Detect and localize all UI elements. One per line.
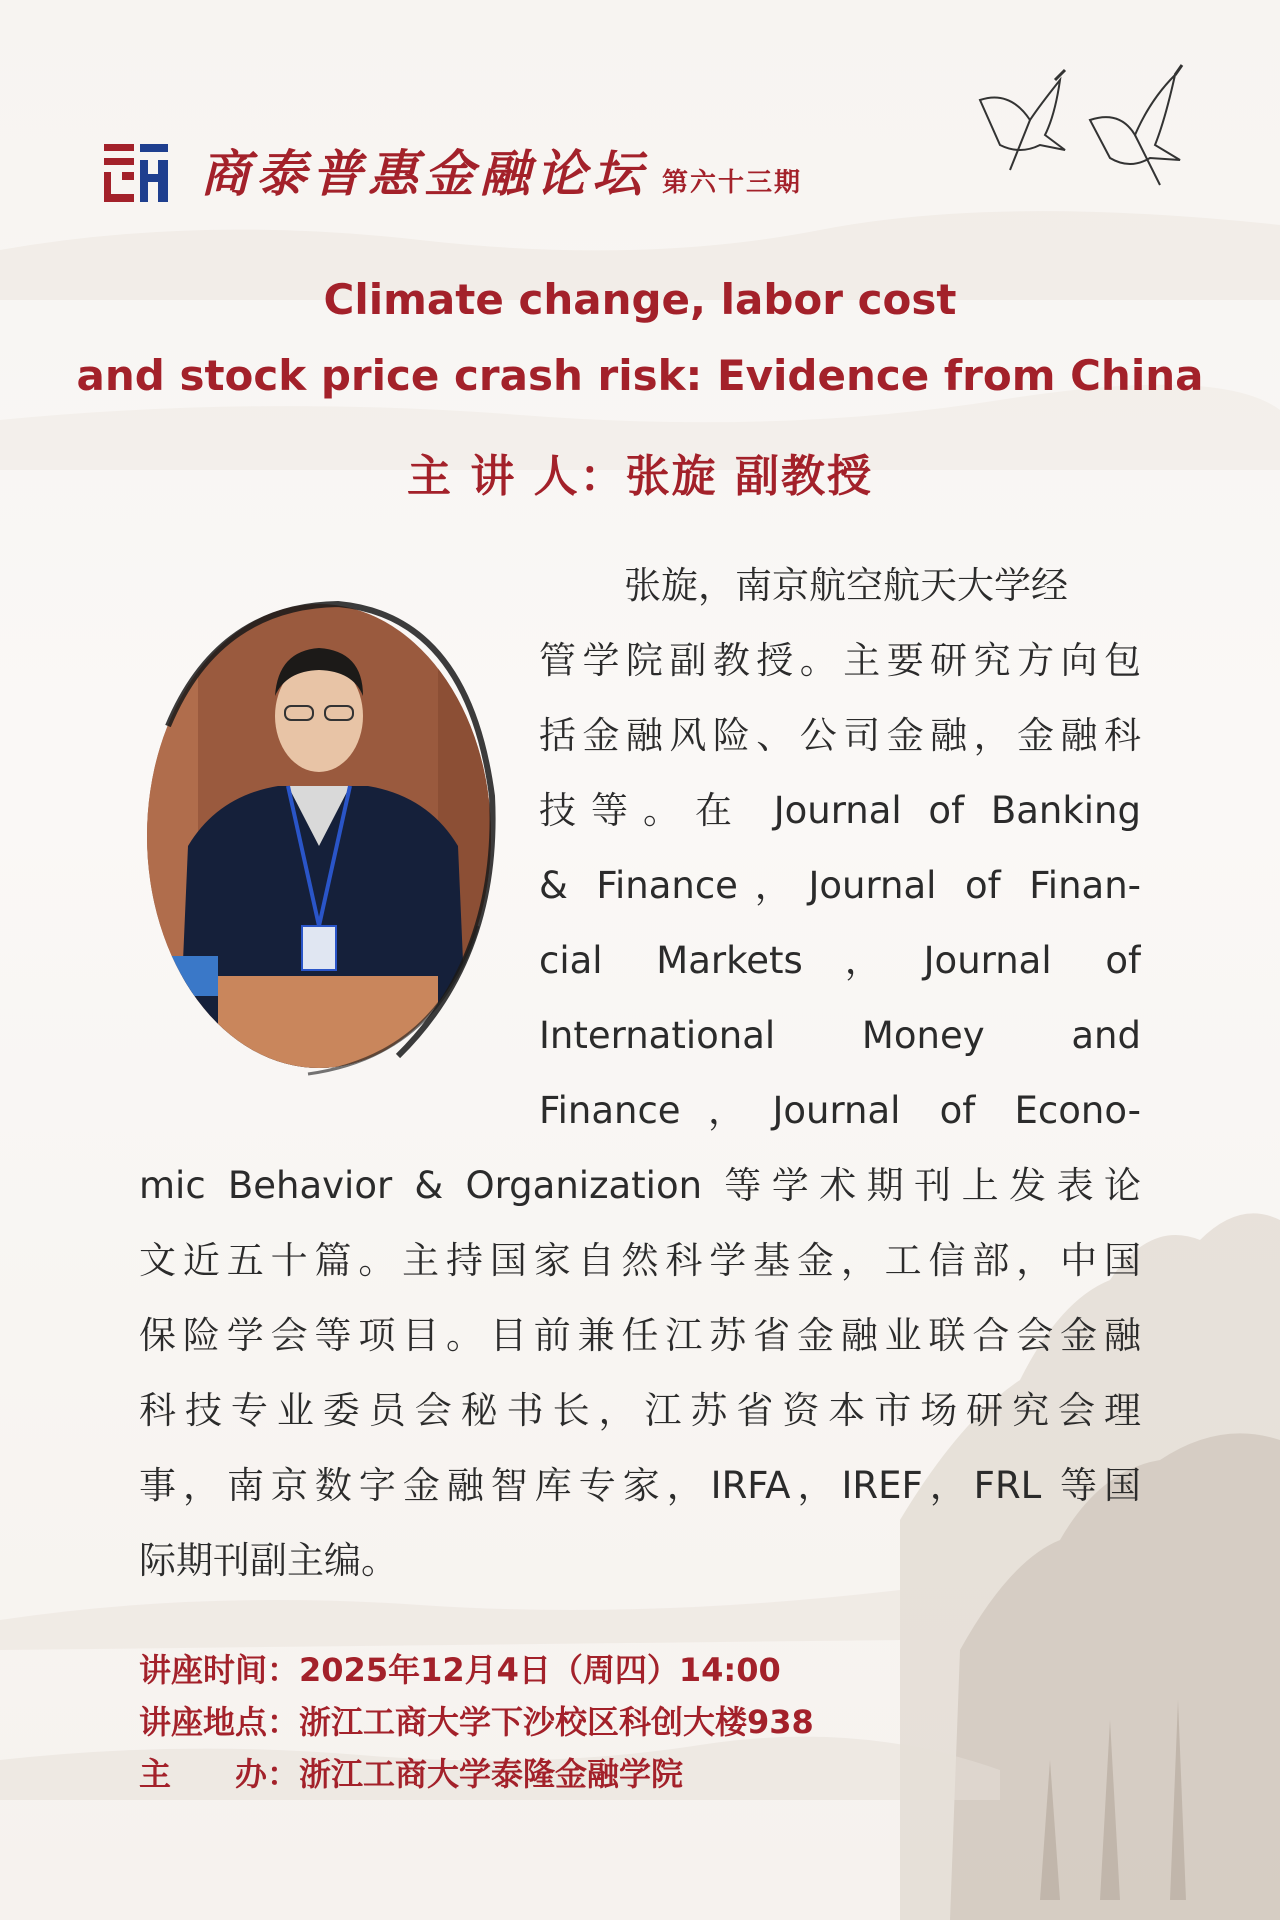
forum-name: 商泰普惠金融论坛 xyxy=(200,144,648,203)
bio-line: 技等。在 Journal of Banking xyxy=(539,789,1141,832)
bio-line: 管学院副教授。主要研究方向包 xyxy=(539,639,1141,682)
bio-line: 文近五十篇。主持国家自然科学基金，工信部，中国 xyxy=(139,1239,1141,1282)
bio-line: 张旋，南京航空航天大学经 xyxy=(624,564,1068,607)
bio-line: & Finance，Journal of Finan- xyxy=(539,864,1141,907)
talk-title-line-1: Climate change, labor cost xyxy=(323,275,957,324)
lecture-info xyxy=(139,1644,1139,1800)
forum-logo-icon xyxy=(100,138,172,210)
lecture-host-label: 主 办： xyxy=(139,1755,300,1793)
speaker-label: 主 讲 人： xyxy=(407,451,626,502)
lecture-host-row xyxy=(139,1748,1139,1800)
lecture-time-row xyxy=(139,1644,1139,1696)
lecture-host-value: 浙江工商大学泰隆金融学院 xyxy=(299,1755,684,1793)
bio-line: mic Behavior & Organization 等学术期刊上发表论 xyxy=(139,1164,1141,1207)
bio-line: 际期刊副主编。 xyxy=(139,1539,398,1582)
lecture-place-value: 浙江工商大学下沙校区科创大楼938 xyxy=(299,1703,814,1741)
lecture-time-label: 讲座时间： xyxy=(139,1651,300,1689)
talk-title-line-2: and stock price crash risk: Evidence from China xyxy=(76,351,1204,400)
bio-line: Finance，Journal of Econo- xyxy=(539,1089,1141,1132)
lecture-place-label: 讲座地点： xyxy=(139,1703,300,1741)
forum-header xyxy=(100,130,802,210)
bio-line: 科技专业委员会秘书长，江苏省资本市场研究会理 xyxy=(139,1389,1141,1432)
lecture-place-row xyxy=(139,1696,1139,1748)
speaker-name: 张旋 副教授 xyxy=(625,451,873,502)
speaker-bio xyxy=(139,548,1141,1598)
bio-line: cial Markets，Journal of xyxy=(539,939,1141,982)
bio-line: 保险学会等项目。目前兼任江苏省金融业联合会金融 xyxy=(139,1314,1141,1357)
bio-line: 括金融风险、公司金融，金融科 xyxy=(539,714,1141,757)
speaker-line xyxy=(0,440,1280,504)
lecture-time-value: 2025年12月4日（周四）14:00 xyxy=(299,1651,781,1689)
bio-line: 事，南京数字金融智库专家，IRFA，IREF，FRL 等国 xyxy=(139,1464,1141,1507)
issue-number: 第六十三期 xyxy=(662,168,803,198)
bio-line: International Money and xyxy=(539,1014,1141,1057)
cranes-illustration-icon xyxy=(970,60,1200,200)
talk-title xyxy=(40,262,1240,414)
